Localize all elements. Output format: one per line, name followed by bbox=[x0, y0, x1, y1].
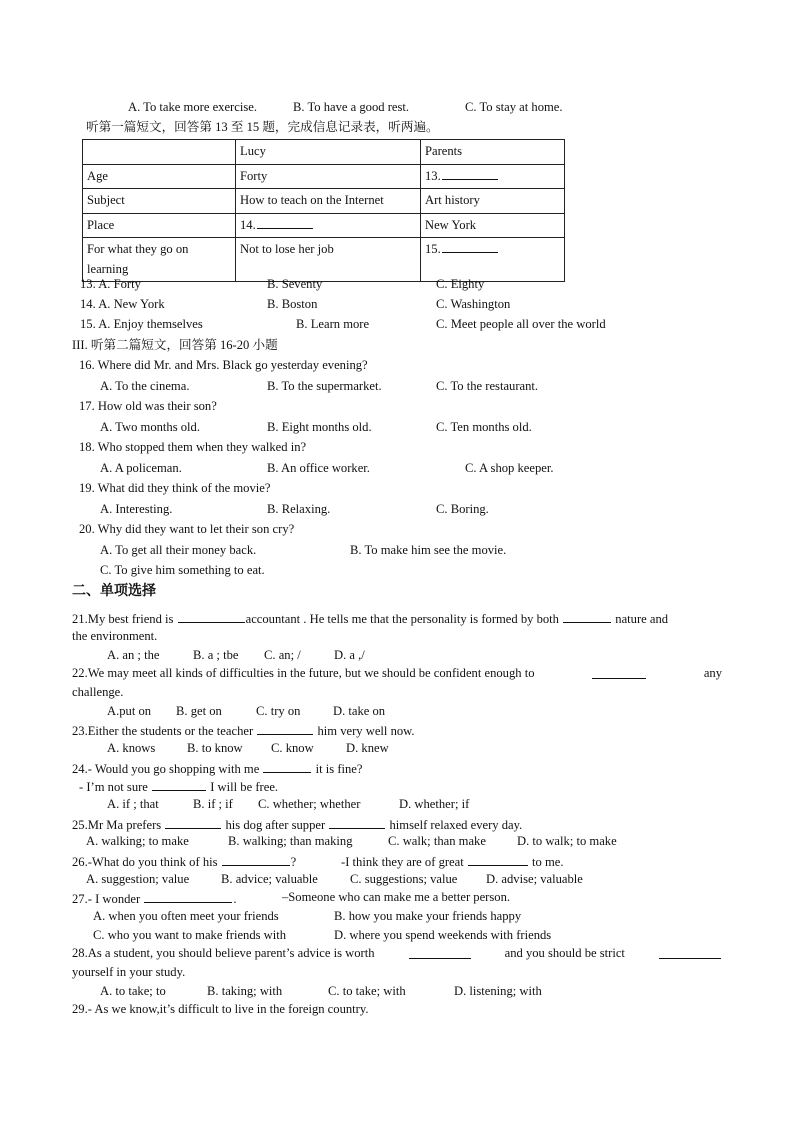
table-cell: Age bbox=[83, 164, 236, 189]
q23-stem: 23.Either the students or the teacher him very well now. bbox=[72, 724, 415, 738]
q28-stem-line2: yourself in your study. bbox=[72, 965, 186, 979]
option-a: A. To take more exercise. bbox=[128, 100, 257, 114]
q22-stem-line2: challenge. bbox=[72, 685, 124, 699]
q13-option-c: C. Eighty bbox=[436, 277, 485, 291]
q25-option-a: A. walking; to make bbox=[86, 834, 189, 848]
answer-blank[interactable] bbox=[152, 778, 206, 791]
q21-option-c: C. an; / bbox=[264, 648, 301, 662]
answer-blank[interactable] bbox=[144, 890, 232, 903]
q27-option-c: C. who you want to make friends with bbox=[93, 928, 287, 942]
q23-option-c: C. know bbox=[271, 741, 314, 755]
q22-stem-line1: 22.We may meet all kinds of difficulties in the future, but we should be confident enough to any bbox=[72, 666, 722, 680]
table-cell: 15. bbox=[421, 238, 565, 282]
answer-blank[interactable] bbox=[257, 216, 313, 229]
q24-option-d: D. whether; if bbox=[399, 797, 470, 811]
section-instruction-listening-1: 听第一篇短文，回答第 13 至 15 题，完成信息记录表，听两遍。 bbox=[86, 120, 439, 134]
table-row bbox=[83, 213, 565, 238]
q17-stem: 17. How old was their son? bbox=[79, 399, 217, 413]
q21-option-d: D. a ,/ bbox=[334, 648, 365, 662]
q21-stem-line2: the environment. bbox=[72, 629, 158, 643]
q24-stem-line2: - I’m not sure I will be free. bbox=[79, 780, 279, 794]
table-cell: Lucy bbox=[236, 140, 421, 165]
q16-option-c: C. To the restaurant. bbox=[436, 379, 539, 393]
answer-blank[interactable] bbox=[468, 853, 528, 866]
q14-option-b: B. Boston bbox=[267, 297, 318, 311]
table-cell: How to teach on the Internet bbox=[236, 189, 421, 214]
q24-option-c: C. whether; whether bbox=[258, 797, 361, 811]
q23-option-b: B. to know bbox=[187, 741, 243, 755]
option-c: C. To stay at home. bbox=[465, 100, 563, 114]
q26-option-a: A. suggestion; value bbox=[86, 872, 190, 886]
q28-option-c: C. to take; with bbox=[328, 984, 406, 998]
q26-stem-reply: -I think they are of great to me. bbox=[341, 855, 564, 869]
answer-blank[interactable] bbox=[409, 946, 471, 959]
q19-option-b: B. Relaxing. bbox=[267, 502, 331, 516]
table-header-row bbox=[83, 140, 565, 165]
q20-stem: 20. Why did they want to let their son cry? bbox=[79, 522, 295, 536]
answer-blank[interactable] bbox=[178, 610, 245, 623]
table-cell: Not to lose her job bbox=[236, 238, 421, 282]
section-heading-single-choice: 二、单项选择 bbox=[72, 584, 156, 599]
answer-blank[interactable] bbox=[222, 853, 290, 866]
q19-option-a: A. Interesting. bbox=[100, 502, 173, 516]
table-cell: 14. bbox=[236, 213, 421, 238]
answer-blank[interactable] bbox=[329, 816, 385, 829]
info-record-table bbox=[82, 139, 565, 282]
q28-option-b: B. taking; with bbox=[207, 984, 283, 998]
q20-option-a: A. To get all their money back. bbox=[100, 543, 257, 557]
option-b: B. To have a good rest. bbox=[293, 100, 410, 114]
q16-option-b: B. To the supermarket. bbox=[267, 379, 382, 393]
q27-stem: 27.- I wonder . bbox=[72, 892, 237, 906]
q19-option-c: C. Boring. bbox=[436, 502, 489, 516]
q22-option-b: B. get on bbox=[176, 704, 222, 718]
answer-blank[interactable] bbox=[257, 722, 313, 735]
q27-option-d: D. where you spend weekends with friends bbox=[334, 928, 552, 942]
table-cell bbox=[83, 140, 236, 165]
q17-option-a: A. Two months old. bbox=[100, 420, 200, 434]
q24-option-b: B. if ; if bbox=[193, 797, 233, 811]
q28-option-d: D. listening; with bbox=[454, 984, 542, 998]
q27-option-a: A. when you often meet your friends bbox=[93, 909, 279, 923]
answer-blank[interactable] bbox=[442, 167, 498, 180]
q14-option-a: 14. A. New York bbox=[80, 297, 165, 311]
table-row bbox=[83, 164, 565, 189]
q23-option-a: A. knows bbox=[107, 741, 156, 755]
table-cell: Forty bbox=[236, 164, 421, 189]
table-cell: Art history bbox=[421, 189, 565, 214]
q28-option-a: A. to take; to bbox=[100, 984, 166, 998]
q19-stem: 19. What did they think of the movie? bbox=[79, 481, 271, 495]
q18-option-c: C. A shop keeper. bbox=[465, 461, 554, 475]
section-instruction-listening-2: III. 听第二篇短文，回答第 16-20 小题 bbox=[72, 338, 278, 352]
q22-option-d: D. take on bbox=[333, 704, 386, 718]
q15-option-c: C. Meet people all over the world bbox=[436, 317, 606, 331]
answer-blank[interactable] bbox=[165, 816, 221, 829]
q21-option-b: B. a ; tbe bbox=[193, 648, 239, 662]
q22-option-c: C. try on bbox=[256, 704, 301, 718]
q21-option-a: A. an ; the bbox=[107, 648, 160, 662]
q25-stem: 25.Mr Ma prefers his dog after supper himself relaxed every day. bbox=[72, 818, 523, 832]
q25-option-c: C. walk; than make bbox=[388, 834, 486, 848]
q26-option-c: C. suggestions; value bbox=[350, 872, 458, 886]
q25-option-b: B. walking; than making bbox=[228, 834, 353, 848]
q18-option-a: A. A policeman. bbox=[100, 461, 182, 475]
q17-option-b: B. Eight months old. bbox=[267, 420, 372, 434]
answer-blank[interactable] bbox=[442, 240, 498, 253]
q15-option-a: 15. A. Enjoy themselves bbox=[80, 317, 203, 331]
q17-option-c: C. Ten months old. bbox=[436, 420, 532, 434]
answer-blank[interactable] bbox=[263, 760, 311, 773]
q21-stem-line1: 21.My best friend is accountant . He tells me that the personality is formed by both nature and bbox=[72, 612, 669, 626]
q16-option-a: A. To the cinema. bbox=[100, 379, 190, 393]
q26-option-d: D. advise; valuable bbox=[486, 872, 583, 886]
q24-option-a: A. if ; that bbox=[107, 797, 159, 811]
q20-option-b: B. To make him see the movie. bbox=[350, 543, 507, 557]
table-cell: Subject bbox=[83, 189, 236, 214]
q26-stem: 26.-What do you think of his ? bbox=[72, 855, 297, 869]
q27-option-b: B. how you make your friends happy bbox=[334, 909, 522, 923]
table-row bbox=[83, 238, 565, 282]
table-row bbox=[83, 189, 565, 214]
q28-stem-line1: 28.As a student, you should believe parent’s advice is worth and you should be strict bbox=[72, 946, 722, 961]
table-cell: 13. bbox=[421, 164, 565, 189]
q23-option-d: D. knew bbox=[346, 741, 389, 755]
answer-blank[interactable] bbox=[659, 946, 721, 959]
table-cell: New York bbox=[421, 213, 565, 238]
table-cell: Parents bbox=[421, 140, 565, 165]
q29-stem: 29.- As we know,it’s difficult to live in the foreign country. bbox=[72, 1002, 369, 1016]
q20-option-c: C. To give him something to eat. bbox=[100, 563, 265, 577]
answer-blank[interactable] bbox=[563, 610, 611, 623]
q15-option-b: B. Learn more bbox=[296, 317, 370, 331]
q27-stem-reply: –Someone who can make me a better person. bbox=[282, 890, 511, 904]
table-cell: Place bbox=[83, 213, 236, 238]
q22-option-a: A.put on bbox=[107, 704, 152, 718]
q13-option-b: B. Seventy bbox=[267, 277, 323, 291]
q16-stem: 16. Where did Mr. and Mrs. Black go yesterday evening? bbox=[79, 358, 368, 372]
q14-option-c: C. Washington bbox=[436, 297, 511, 311]
q26-option-b: B. advice; valuable bbox=[221, 872, 318, 886]
q25-option-d: D. to walk; to make bbox=[517, 834, 617, 848]
q18-option-b: B. An office worker. bbox=[267, 461, 370, 475]
table-cell: For what they go on learning bbox=[83, 238, 236, 282]
q24-stem-line1: 24.- Would you go shopping with me it is fine? bbox=[72, 762, 363, 776]
q13-option-a: 13. A. Forty bbox=[80, 277, 141, 291]
answer-blank[interactable] bbox=[592, 666, 646, 679]
q18-stem: 18. Who stopped them when they walked in? bbox=[79, 440, 307, 454]
